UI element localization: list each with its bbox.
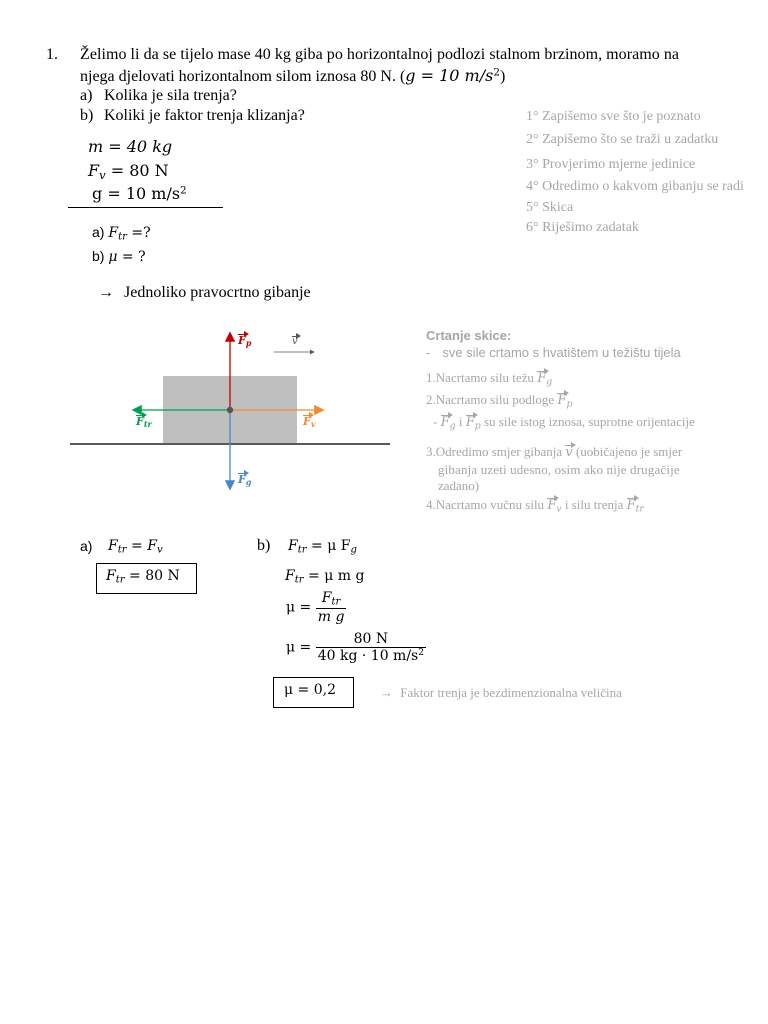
label-ftr-symbol: F	[136, 415, 144, 428]
step-2: 2° Zapišemo što se traži u zadatku	[526, 132, 719, 147]
solution-b-l1-rhs: = μ F	[306, 538, 351, 554]
label-ftr-sub: tr	[143, 419, 152, 429]
gravity-exponent: 2	[493, 66, 500, 79]
problem-line-1: Želimo li da se tijelo mase 40 kg giba po horizontalnoj podlozi stalnom brzinom, moramo na	[80, 46, 680, 63]
label-fp-symbol: F	[238, 334, 246, 347]
label-fv-sub: v	[310, 419, 316, 429]
problem-line-2-end: )	[499, 68, 506, 85]
label-fg-symbol: F	[238, 473, 246, 486]
note-4-text-1: 4.Nacrtamo vučnu silu	[426, 497, 548, 512]
step-1: 1° Zapišemo sve što je poznato	[526, 109, 701, 124]
solution-b-l3-lhs: μ =	[286, 599, 316, 616]
label-fg-sub: g	[245, 477, 252, 487]
note-4-sub-2: tr	[635, 503, 644, 515]
given-force-value: = 80 N	[105, 161, 169, 180]
solution-a-rhs: = F	[126, 538, 157, 554]
solution-b-l3-num: F	[321, 590, 332, 606]
solution-b-l1-rsub: g	[350, 544, 357, 556]
solution-a-lhs-sub: tr	[117, 544, 127, 556]
motion-text: Jednoliko pravocrtno gibanje	[124, 284, 311, 301]
solution-a-label: a)	[80, 538, 93, 554]
solution-b-l4-den: 40 kg · 10 m/s	[317, 648, 419, 664]
note-2b	[433, 414, 695, 431]
unknown-a-symbol: F	[108, 225, 119, 241]
notes-bullet	[426, 345, 681, 360]
label-fp-sub: p	[245, 338, 252, 348]
solution-a-result-symbol: F	[106, 568, 116, 584]
note-3-text-2: (uobičajeno je smjer	[572, 444, 683, 459]
solution-a-result	[106, 568, 180, 586]
given-force-sub: v	[99, 167, 106, 182]
unknown-a-rhs: =?	[126, 225, 151, 241]
note-4-sub-1: v	[556, 503, 562, 515]
notes-heading: Crtanje skice:	[426, 328, 512, 343]
note-1-sub: g	[546, 376, 553, 388]
note-3-line-3: zadano)	[438, 478, 480, 493]
note-2	[426, 392, 572, 409]
step-3: 3° Provjerimo mjerne jedinice	[526, 157, 696, 172]
note-2b-symbol-2: F	[465, 415, 475, 430]
solution-b-label: b)	[257, 537, 271, 554]
note-3-line-1	[426, 444, 682, 460]
note-3-line-2: gibanja uzeti udesno, osim ako nije drugačije	[438, 462, 680, 477]
solution-b-l3-fraction	[316, 590, 347, 625]
center-of-mass-dot	[227, 407, 233, 413]
motion-arrow-icon: →	[98, 284, 114, 301]
solution-b-l2-rhs: = μ m g	[303, 568, 365, 584]
notes-bullet-dash: -	[426, 345, 431, 360]
solution-b-l4-lhs: μ =	[286, 639, 316, 656]
step-5: 5° Skica	[526, 200, 574, 215]
solution-b-l3-num-sub: tr	[331, 596, 341, 608]
solution-b-l3-den: m g	[317, 608, 345, 625]
gravity-value: g = 10 m/s	[405, 66, 494, 85]
solution-b-l2-lhs: F	[285, 568, 295, 584]
question-b-label: b)	[80, 107, 94, 124]
unknown-b	[92, 248, 146, 265]
note-2b-dash: -	[433, 414, 441, 429]
given-gravity-exp: 2	[180, 184, 187, 197]
solution-b-line-1	[288, 538, 357, 556]
step-4: 4° Odredimo o kakvom gibanju se radi	[526, 179, 744, 194]
note-2b-text: su sile istog iznosa, suprotne orijentacije	[480, 414, 695, 429]
question-a-text: Kolika je sila trenja?	[104, 87, 237, 104]
given-mass	[88, 137, 172, 156]
note-1-text: 1.Nacrtamo silu težu	[426, 370, 538, 385]
solution-b-line-4	[286, 631, 426, 664]
note-2-symbol: F	[557, 393, 567, 408]
label-fg	[238, 473, 251, 487]
note-2-text: 2.Nacrtamo silu podloge	[426, 392, 558, 407]
force-sketch	[60, 320, 400, 500]
note-3-velocity-symbol: v	[565, 445, 573, 460]
step-6: 6° Riješimo zadatak	[526, 220, 639, 235]
unknown-b-label: b)	[92, 248, 109, 264]
note-4-text-2: i silu trenja	[561, 497, 627, 512]
solution-b-line-3	[286, 590, 346, 625]
problem-line-2-text: njega djelovati horizontalnom silom iznosa 80 N. (	[80, 68, 406, 85]
note-2b-symbol-1: F	[440, 415, 450, 430]
label-velocity-symbol: v	[292, 336, 298, 347]
note-2b-mid: i	[455, 414, 466, 429]
unknown-a-label: a)	[92, 224, 109, 240]
label-fv-symbol: F	[303, 415, 311, 428]
note-1	[426, 370, 552, 387]
solution-b-line-2	[285, 568, 364, 586]
solution-b-l4-den-sup: 2	[418, 648, 425, 658]
question-a-label: a)	[80, 87, 93, 104]
solution-b-l1-sub: tr	[297, 544, 307, 556]
solution-a-lhs: F	[108, 538, 118, 554]
unknown-b-symbol: μ	[108, 249, 118, 265]
solution-b-l4-fraction	[316, 631, 426, 664]
given-force-symbol: F	[88, 161, 100, 180]
solution-b-l2-sub: tr	[294, 574, 304, 586]
solution-b-note	[380, 685, 622, 701]
solution-a-result-value: = 80 N	[124, 568, 180, 584]
note-4-symbol-1: F	[547, 498, 557, 513]
given-gravity	[92, 184, 187, 203]
solution-a-equation	[108, 538, 163, 556]
given-divider	[68, 207, 223, 208]
note-1-symbol: F	[537, 371, 547, 386]
note-2-sub: p	[566, 398, 573, 410]
note-3-text-1: 3.Odredimo smjer gibanja	[426, 444, 566, 459]
unknown-a-sub: tr	[118, 231, 127, 243]
question-b-text: Koliki je faktor trenja klizanja?	[104, 107, 305, 124]
given-force	[88, 161, 169, 182]
note-2b-sub-2: p	[474, 420, 481, 432]
solution-a-rhs-sub: v	[156, 544, 163, 556]
note-4	[426, 497, 644, 514]
given-mass-text: m = 40 kg	[88, 137, 173, 156]
solution-a-result-sub: tr	[115, 574, 125, 586]
unknown-b-rhs: = ?	[117, 249, 146, 265]
label-ftr	[136, 415, 152, 429]
note-arrow-icon: →	[380, 685, 393, 700]
unknown-a	[92, 224, 151, 243]
note-2b-sub-1: g	[449, 420, 456, 432]
given-gravity-text: g = 10 m/s	[92, 184, 181, 203]
label-fp	[238, 334, 251, 348]
solution-b-l1-lhs: F	[288, 538, 298, 554]
solution-b-note-text: Faktor trenja je bezdimenzionalna veličina	[400, 685, 622, 700]
solution-b-l4-num: 80 N	[316, 631, 426, 648]
problem-number: 1.	[46, 46, 58, 63]
motion-type	[98, 284, 311, 302]
notes-bullet-text: sve sile crtamo s hvatištem u težištu tijela	[442, 345, 681, 360]
solution-b-result: μ = 0,2	[284, 682, 336, 698]
note-4-symbol-2: F	[626, 498, 636, 513]
problem-line-2	[80, 66, 505, 86]
label-velocity	[292, 336, 298, 347]
label-fv	[303, 415, 315, 429]
